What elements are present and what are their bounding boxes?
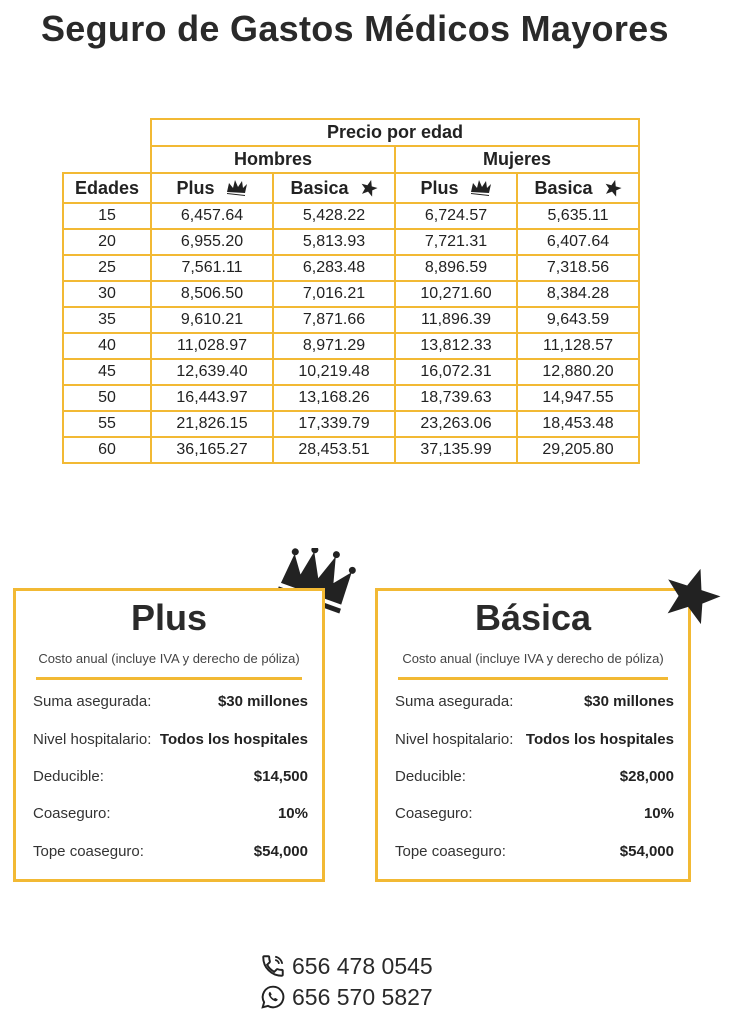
col-hombres-plus (151, 173, 273, 203)
price-cell: 18,453.48 (517, 411, 639, 437)
phone-icon (260, 953, 286, 979)
price-cell: 16,072.31 (395, 359, 517, 385)
row-value: $54,000 (619, 842, 674, 860)
row-label: Suma asegurada: (33, 692, 152, 710)
group-mujeres: Mujeres (395, 146, 639, 173)
plan-title: Plus (130, 597, 208, 638)
col-label: Basica (534, 177, 593, 198)
price-cell: 18,739.63 (395, 385, 517, 411)
price-cell: 7,318.56 (517, 255, 639, 281)
table-row (63, 307, 639, 333)
plan-row-coaseguro (395, 802, 674, 824)
row-value: $14,500 (253, 767, 308, 785)
row-label: Deducible: (395, 767, 466, 785)
plan-subtitle: Costo anual (incluye IVA y derecho de póliza) (38, 651, 300, 666)
table-row (63, 281, 639, 307)
price-cell: 8,506.50 (151, 281, 273, 307)
crown-icon (470, 180, 492, 196)
star-icon (360, 179, 378, 197)
price-cell: 21,826.15 (151, 411, 273, 437)
page-title: Seguro de Gastos Médicos Mayores (41, 8, 669, 49)
age-cell: 20 (63, 229, 151, 255)
table-header: Precio por edad (151, 119, 639, 146)
price-cell: 11,128.57 (517, 333, 639, 359)
price-cell: 12,639.40 (151, 359, 273, 385)
row-label: Coaseguro: (395, 804, 473, 822)
price-cell: 11,028.97 (151, 333, 273, 359)
plan-row-nivel (395, 728, 674, 750)
price-cell: 5,813.93 (273, 229, 395, 255)
price-cell: 7,721.31 (395, 229, 517, 255)
price-cell: 8,971.29 (273, 333, 395, 359)
price-cell: 28,453.51 (273, 437, 395, 463)
price-cell: 6,407.64 (517, 229, 639, 255)
col-label: Plus (420, 177, 459, 198)
divider (36, 677, 302, 680)
crown-icon (226, 180, 248, 196)
contact-whatsapp[interactable] (260, 983, 433, 1011)
row-value: Todos los hospitales (159, 730, 308, 748)
row-label: Tope coaseguro: (33, 842, 144, 860)
plan-row-deducible (33, 765, 308, 787)
price-cell: 11,896.39 (395, 307, 517, 333)
price-cell: 13,168.26 (273, 385, 395, 411)
table-row (63, 385, 639, 411)
col-hombres-basica (273, 173, 395, 203)
price-cell: 10,219.48 (273, 359, 395, 385)
plan-row-tope (33, 840, 308, 862)
row-label: Suma asegurada: (395, 692, 514, 710)
price-cell: 6,955.20 (151, 229, 273, 255)
price-cell: 37,135.99 (395, 437, 517, 463)
plan-title: Básica (474, 597, 592, 638)
table-row (63, 359, 639, 385)
row-value: Todos los hospitales (525, 730, 674, 748)
table-row (63, 229, 639, 255)
age-cell: 15 (63, 203, 151, 229)
price-cell: 9,643.59 (517, 307, 639, 333)
price-cell: 7,871.66 (273, 307, 395, 333)
age-cell: 35 (63, 307, 151, 333)
price-cell: 6,724.57 (395, 203, 517, 229)
age-cell: 40 (63, 333, 151, 359)
age-cell: 50 (63, 385, 151, 411)
group-hombres: Hombres (151, 146, 395, 173)
age-header: Edades (63, 173, 151, 203)
row-value: $30 millones (217, 692, 308, 710)
price-cell: 8,384.28 (517, 281, 639, 307)
age-cell: 45 (63, 359, 151, 385)
row-value: 10% (277, 804, 308, 822)
price-cell: 17,339.79 (273, 411, 395, 437)
col-mujeres-plus (395, 173, 517, 203)
row-label: Deducible: (33, 767, 104, 785)
row-label: Tope coaseguro: (395, 842, 506, 860)
row-value: $28,000 (619, 767, 674, 785)
phone-number: 656 478 0545 (292, 952, 433, 979)
plan-row-deducible (395, 765, 674, 787)
age-cell: 60 (63, 437, 151, 463)
star-icon (604, 179, 622, 197)
row-label: Coaseguro: (33, 804, 111, 822)
whatsapp-number: 656 570 5827 (292, 983, 433, 1010)
price-cell: 6,457.64 (151, 203, 273, 229)
table-row (63, 333, 639, 359)
price-cell: 6,283.48 (273, 255, 395, 281)
age-cell: 55 (63, 411, 151, 437)
plan-row-suma (395, 690, 674, 712)
plan-card-basica (375, 588, 691, 882)
price-table (62, 118, 640, 464)
price-cell: 5,635.11 (517, 203, 639, 229)
table-row (63, 411, 639, 437)
price-cell: 13,812.33 (395, 333, 517, 359)
col-label: Basica (290, 177, 349, 198)
price-cell: 7,561.11 (151, 255, 273, 281)
plan-row-nivel (33, 728, 308, 750)
age-cell: 30 (63, 281, 151, 307)
table-row (63, 437, 639, 463)
plan-row-coaseguro (33, 802, 308, 824)
price-cell: 16,443.97 (151, 385, 273, 411)
price-cell: 10,271.60 (395, 281, 517, 307)
row-label: Nivel hospitalario: (395, 730, 514, 748)
row-label: Nivel hospitalario: (33, 730, 152, 748)
price-cell: 29,205.80 (517, 437, 639, 463)
price-cell: 7,016.21 (273, 281, 395, 307)
table-corner (63, 119, 151, 146)
row-value: 10% (643, 804, 674, 822)
price-cell: 36,165.27 (151, 437, 273, 463)
contact-phone[interactable] (260, 952, 433, 980)
col-mujeres-basica (517, 173, 639, 203)
table-row (63, 255, 639, 281)
table-corner (63, 146, 151, 173)
plan-card-plus (13, 588, 325, 882)
table-row (63, 203, 639, 229)
row-value: $30 millones (583, 692, 674, 710)
price-cell: 8,896.59 (395, 255, 517, 281)
col-label: Plus (176, 177, 215, 198)
plan-row-tope (395, 840, 674, 862)
price-cell: 23,263.06 (395, 411, 517, 437)
price-cell: 14,947.55 (517, 385, 639, 411)
divider (398, 677, 668, 680)
plan-subtitle: Costo anual (incluye IVA y derecho de póliza) (402, 651, 664, 666)
plan-row-suma (33, 690, 308, 712)
price-cell: 9,610.21 (151, 307, 273, 333)
star-icon (662, 565, 722, 625)
price-cell: 12,880.20 (517, 359, 639, 385)
row-value: $54,000 (253, 842, 308, 860)
whatsapp-icon (260, 984, 286, 1010)
age-cell: 25 (63, 255, 151, 281)
price-cell: 5,428.22 (273, 203, 395, 229)
